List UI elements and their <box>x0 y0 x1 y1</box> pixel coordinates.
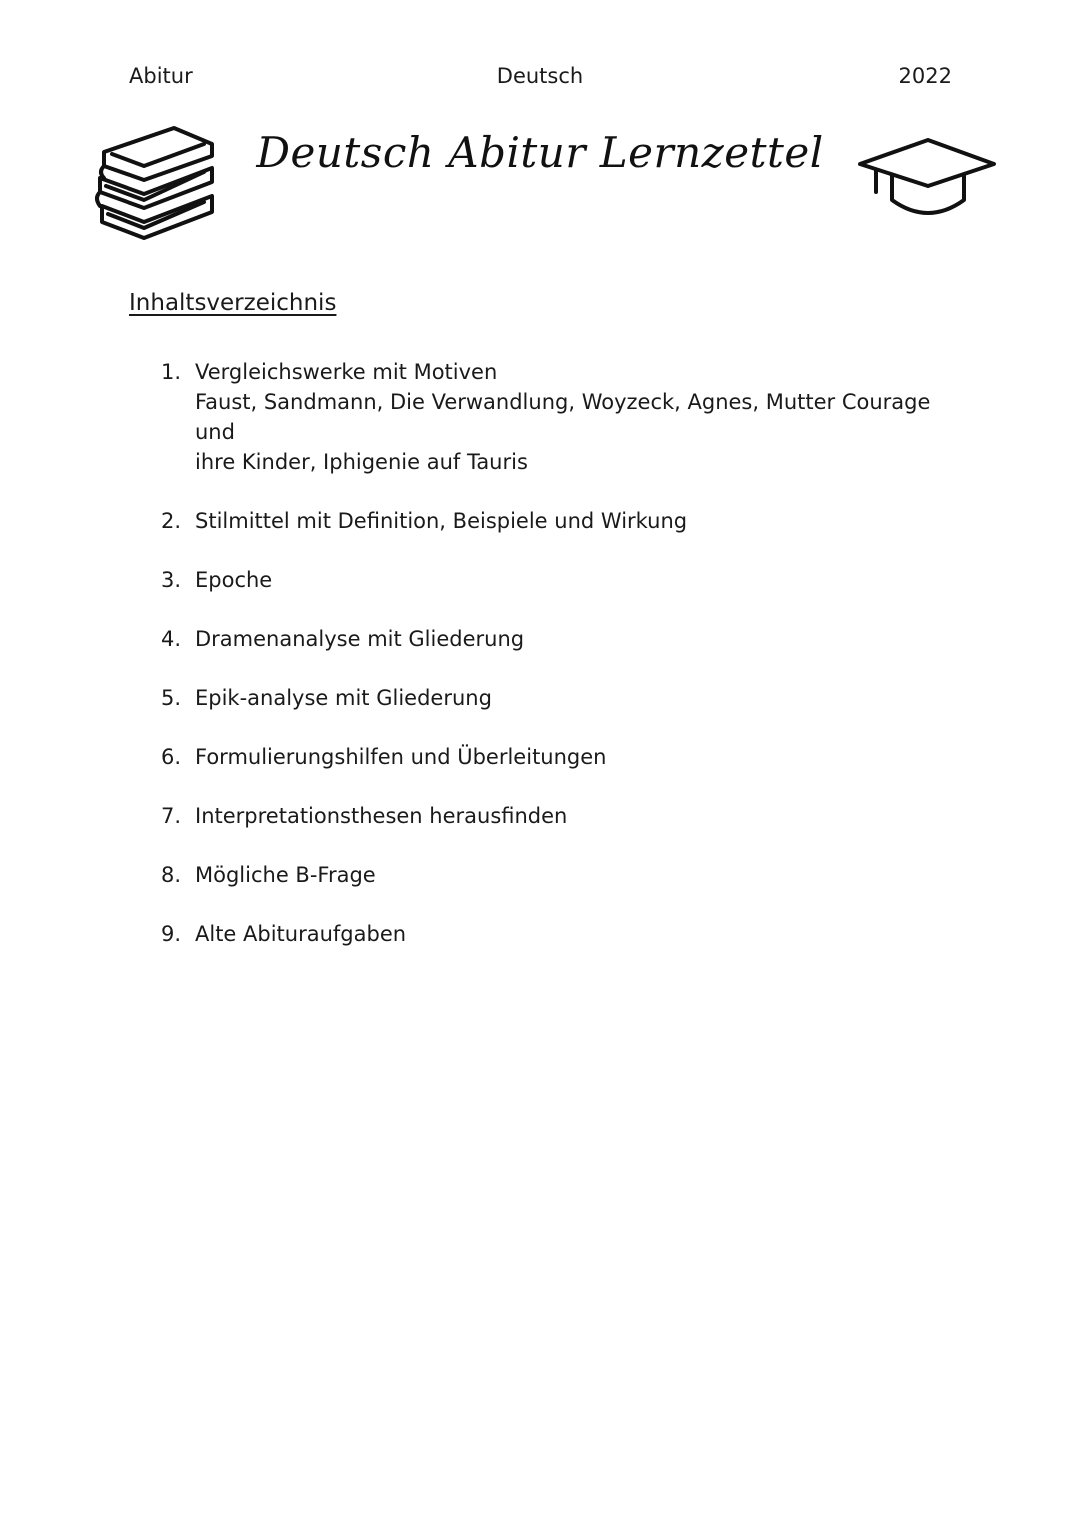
toc-item-label: Epoche <box>195 568 273 592</box>
toc-item-number: 9. <box>161 922 182 946</box>
toc-item-number: 1. <box>161 360 182 384</box>
toc-list <box>0 357 1080 978</box>
toc-item-label: Alte Abituraufgaben <box>195 922 407 946</box>
toc-item-detail: Faust, Sandmann, Die Verwandlung, Woyzeck, Agnes, Mutter Courage und <box>195 390 931 444</box>
toc-item-label: Interpretationsthesen herausfinden <box>195 804 568 828</box>
toc-item-detail: ihre Kinder, Iphigenie auf Tauris <box>195 450 528 474</box>
toc-item-label: Mögliche B-Frage <box>195 863 376 887</box>
header-center-label: Deutsch <box>496 64 584 88</box>
page-header <box>0 64 1080 94</box>
toc-item-6 <box>0 742 1080 772</box>
toc-item-number: 4. <box>161 627 182 651</box>
toc-item-label: Stilmittel mit Definition, Beispiele und Wirkung <box>195 509 688 533</box>
toc-item-3 <box>0 565 1080 595</box>
document-title: Deutsch Abitur Lernzettel <box>256 128 824 177</box>
graduation-cap-icon <box>856 136 998 216</box>
toc-item-4 <box>0 624 1080 654</box>
toc-item-2 <box>0 506 1080 536</box>
toc-item-label: Epik-analyse mit Gliederung <box>195 686 492 710</box>
toc-item-number: 7. <box>161 804 182 828</box>
toc-item-number: 3. <box>161 568 182 592</box>
toc-heading: Inhaltsverzeichnis <box>129 290 337 316</box>
header-right-label: 2022 <box>898 64 952 88</box>
toc-item-7 <box>0 801 1080 831</box>
toc-item-label: Vergleichswerke mit Motiven <box>195 360 498 384</box>
toc-item-label: Formulierungshilfen und Überleitungen <box>195 745 607 769</box>
header-left-label: Abitur <box>129 64 193 88</box>
toc-item-number: 8. <box>161 863 182 887</box>
toc-item-9 <box>0 919 1080 949</box>
toc-item-number: 2. <box>161 509 182 533</box>
toc-item-8 <box>0 860 1080 890</box>
toc-item-number: 5. <box>161 686 182 710</box>
toc-item-1 <box>0 357 1080 477</box>
toc-item-number: 6. <box>161 745 182 769</box>
toc-item-5 <box>0 683 1080 713</box>
toc-item-label: Dramenanalyse mit Gliederung <box>195 627 525 651</box>
